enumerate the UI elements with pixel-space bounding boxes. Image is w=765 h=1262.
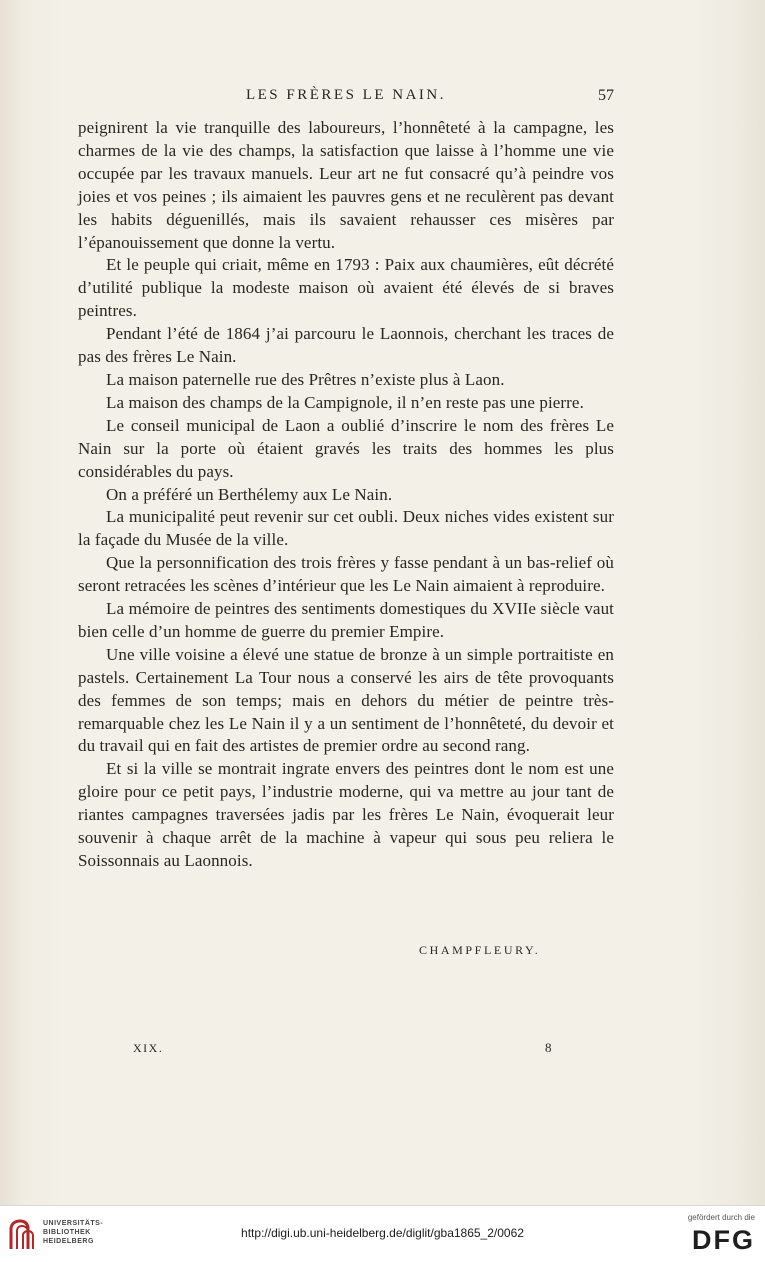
paragraph: Et si la ville se montrait ingrate envers des peintres dont le nom est une gloire pour ce petit pays, l’industrie moderne, qui va mettre au jour tant de riantes campagnes traversées jadis par les frères Le Nain, évoquerait leur souvenir à chaque arrêt de la machine à vapeur qui sous peu reliera le Soissonnais au Laonnois.: [78, 759, 614, 870]
running-title: LES FRÈRES LE NAIN.: [245, 87, 446, 103]
author-signature: CHAMPFLEURY.: [419, 943, 541, 957]
paragraph: Pendant l’été de 1864 j’ai parcouru le Laonnois, cherchant les traces de pas des frères Le Nain.: [78, 324, 614, 367]
library-name-line: BIBLIOTHEK: [43, 1229, 91, 1236]
library-name-line: HEIDELBERG: [43, 1238, 94, 1245]
article-text: [78, 117, 614, 873]
paragraph: On a préféré un Berthélemy aux Le Nain.: [106, 484, 393, 504]
paragraph: Et le peuple qui criait, même en 1793 : Paix aux chaumières, eût décrété d’utilité publique la modeste maison où avaient été élevés de si braves peintres.: [78, 255, 614, 321]
page-number: 57: [598, 87, 614, 104]
volume-mark: XIX.: [133, 1041, 164, 1055]
paragraph: La municipalité peut revenir sur cet oubli. Deux niches vides existent sur la façade du Musée de la ville.: [78, 507, 614, 550]
digitized-page-url[interactable]: http://digi.ub.uni-heidelberg.de/diglit/gba1865_2/0062: [241, 1226, 524, 1240]
paragraph: Le conseil municipal de Laon a oublié d’inscrire le nom des frères Le Nain sur la porte où étaient gravés les traits des hommes les plus considérables du pays.: [78, 415, 614, 481]
paragraph: Que la personnification des trois frères y fasse pendant à un bas-relief où seront retracées les scènes d’intérieur que les Le Nain aimaient à reproduire.: [78, 553, 614, 596]
paragraph: Une ville voisine a élevé une statue de bronze à un simple portraitiste en pastels. Certainement La Tour nous a conservé les airs de tête provoquants des femmes de son temps; mais en dehors du métier de peintre très-remarquable chez les Le Nain il y a un sentiment de l’honnêteté, du devoir et du travail qui en fait des artistes de premier ordre au second rang.: [78, 644, 614, 756]
signature-mark: 8: [545, 1040, 552, 1055]
paragraph: La maison paternelle rue des Prêtres n’existe plus à Laon.: [106, 369, 505, 389]
paragraph: La mémoire de peintres des sentiments domestiques du XVIIe siècle vaut bien celle d’un homme de guerre du premier Empire.: [78, 599, 614, 641]
library-name-line: UNIVERSITÄTS-: [43, 1220, 104, 1227]
paragraph: La maison des champs de la Campignole, il n’en reste pas une pierre.: [106, 392, 584, 412]
digitization-footer: [0, 1205, 765, 1262]
funded-by-label: gefördert durch die: [687, 1213, 755, 1222]
paragraph: peignirent la vie tranquille des laboureurs, l’honnêteté à la campagne, les charmes de la vie des champs, la satisfaction que laisse à l’homme une vie occupée par les travaux manuels. Leur art ne fut consacré qu’à peindre vos joies et vos peines ; ils aimaient les pauvres gens et ne reculèrent pas devant les habits déguenillés, mais ils savaient rehausser ces misères par l’épanouissement que donne la vertu.: [78, 118, 614, 252]
dfg-logo: DFG: [692, 1225, 755, 1255]
running-head: [78, 87, 614, 109]
